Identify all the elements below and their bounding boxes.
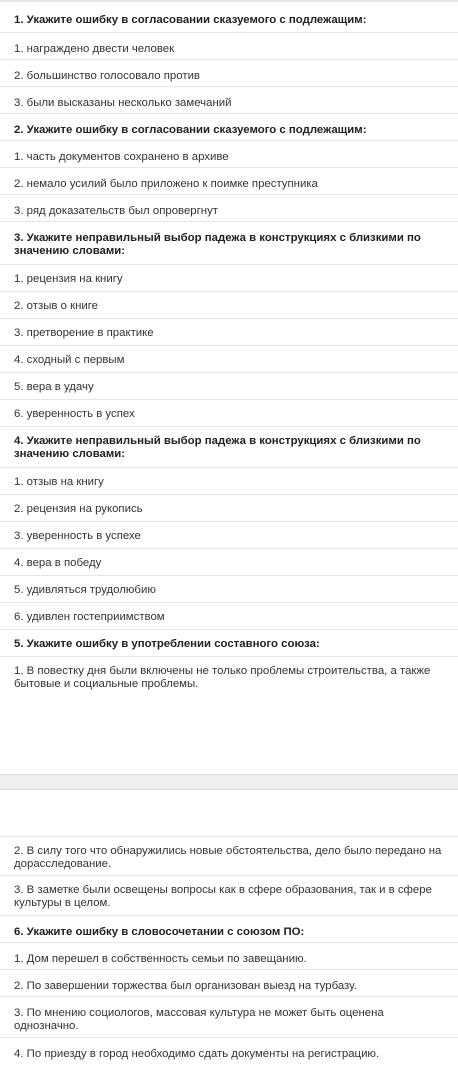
question-text: 1. Укажите ошибку в согласовании сказуемого с подлежащим: [14, 14, 367, 26]
answer-option [0, 942, 458, 969]
question-text: 2. Укажите ошибку в согласовании сказуемого с подлежащим: [14, 124, 367, 136]
option-text: 4. вера в победу [14, 557, 102, 569]
answer-option [0, 875, 458, 915]
option-text: 3. были высказаны несколько замечаний [14, 97, 232, 109]
option-text: 3. ряд доказательств был опровергнут [14, 205, 218, 217]
question-text: 4. Укажите неправильный выбор падежа в конструкциях с близкими по значению словами: [14, 435, 421, 460]
option-text: 3. претворение в практике [14, 327, 154, 339]
option-text: 2. отзыв о книге [14, 300, 98, 312]
option-text: 3. По мнению социологов, массовая культура не может быть оценена однозначно. [14, 1007, 384, 1032]
option-text: 3. уверенность в успехе [14, 530, 141, 542]
answer-option [0, 969, 458, 996]
answer-option [0, 996, 458, 1037]
option-text: 1. рецензия на книгу [14, 273, 123, 285]
option-text: 6. уверенность в успех [14, 408, 135, 420]
answer-option [0, 836, 458, 875]
question-text: 3. Укажите неправильный выбор падежа в конструкциях с близкими по значению словами: [14, 232, 421, 257]
answer-option [0, 1037, 458, 1065]
option-text: 2. немало усилий было приложено к поимке преступника [14, 178, 318, 190]
option-text: 2. рецензия на рукопись [14, 503, 143, 515]
option-text: 5. вера в удачу [14, 381, 94, 393]
option-text: 1. В повестку дня были включены не только проблемы строительства, а также бытовые и социальные проблемы. [14, 665, 431, 690]
question-text: 6. Укажите ошибку в словосочетании с союзом ПО: [14, 926, 305, 938]
option-text: 5. удивляться трудолюбию [14, 584, 156, 596]
option-text: 4. сходный с первым [14, 354, 125, 366]
option-text: 1. Дом перешел в собственность семьи по завещанию. [14, 953, 307, 965]
option-text: 2. большинство голосовало против [14, 70, 200, 82]
option-text: 1. награждено двести человек [14, 43, 175, 55]
option-text: 1. часть документов сохранено в архиве [14, 151, 229, 163]
option-text: 3. В заметке были освещены вопросы как в сфере образования, так и в сфере культуры в целом. [14, 884, 432, 909]
question-heading [0, 915, 458, 942]
option-text: 4. По приезду в город необходимо сдать документы на регистрацию. [14, 1048, 380, 1060]
question-text: 5. Укажите ошибку в употреблении составного союза: [14, 638, 320, 650]
option-text: 1. отзыв на книгу [14, 476, 104, 488]
option-text: 2. В силу того что обнаружились новые обстоятельства, дело было передано на дорасследование. [14, 845, 442, 870]
option-text: 6. удивлен гостеприимством [14, 611, 165, 623]
option-text: 2. По завершении торжества был организован выезд на турбазу. [14, 980, 357, 992]
